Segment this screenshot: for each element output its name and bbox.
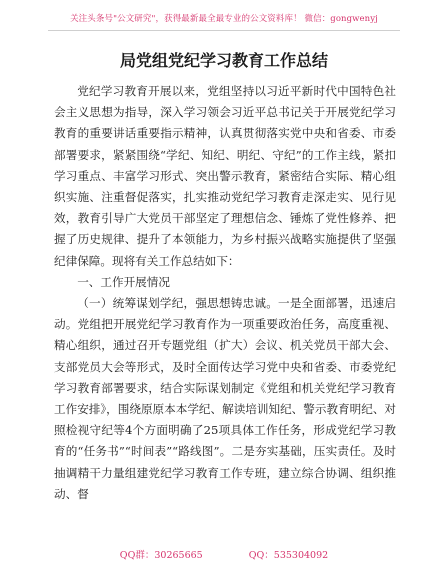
footer-qq: QQ：535304092 [248,550,329,561]
footer-contacts [0,547,448,561]
footer-qq-group: QQ群：30265665 [119,550,203,561]
paragraph-section-1: （一）统筹谋划学纪，强思想铸忠诚。一是全面部署，迅速启动。党组把开展党纪学习教育作为一项重要政治任务，高度重视、精心组织，通过召开专题党组（扩大）会议、机关党员干部大会、支部党员大会等形式，及时全面传达学习党中央和省委、市委党纪学习教育部署要求，结合实际谋划制定《党组和机关党纪学习教育工作安排》，围绕原原本本学纪、解读培训知纪、警示教育明纪、对照检视守纪等4个方面明确了25项具体工作任务，形成党纪学习教育的“任务书”“时间表”“路线图”。二是夯实基础，压实责任。及时抽调精干力量组建党纪学习教育工作专班，建立综合协调、组织推动、督 [54,296,397,501]
header-divider [48,30,400,31]
document-body [54,81,396,505]
section-heading: 一、工作开展情况 [77,274,170,289]
header-note: 关注头条号"公文研究"，获得最新最全最专业的公文资料库！ 微信：gongwenyj [70,14,378,24]
document-title: 局党组党纪学习教育工作总结 [119,51,328,70]
paragraph-intro: 党纪学习教育开展以来，党组坚持以习近平新时代中国特色社会主义思想为指导，深入学习领会习近平总书记关于开展党纪学习教育的重要讲话重要指示精神，认真贯彻落实党中央和省委、市委部署要求，紧紧围绕“学纪、知纪、明纪、守纪”的工作主线，紧扣学习重点、丰富学习形式、突出警示教育，紧密结合实际、精心组织实施、注重督促落实，扎实推动党纪学习教育走深走实、见行见效，教育引导广大党员干部坚定了理想信念、锤炼了党性修养、把握了历史规律、提升了本领能力，为乡村振兴战略实施提供了坚强纪律保障。现将有关工作总结如下： [54,84,396,268]
